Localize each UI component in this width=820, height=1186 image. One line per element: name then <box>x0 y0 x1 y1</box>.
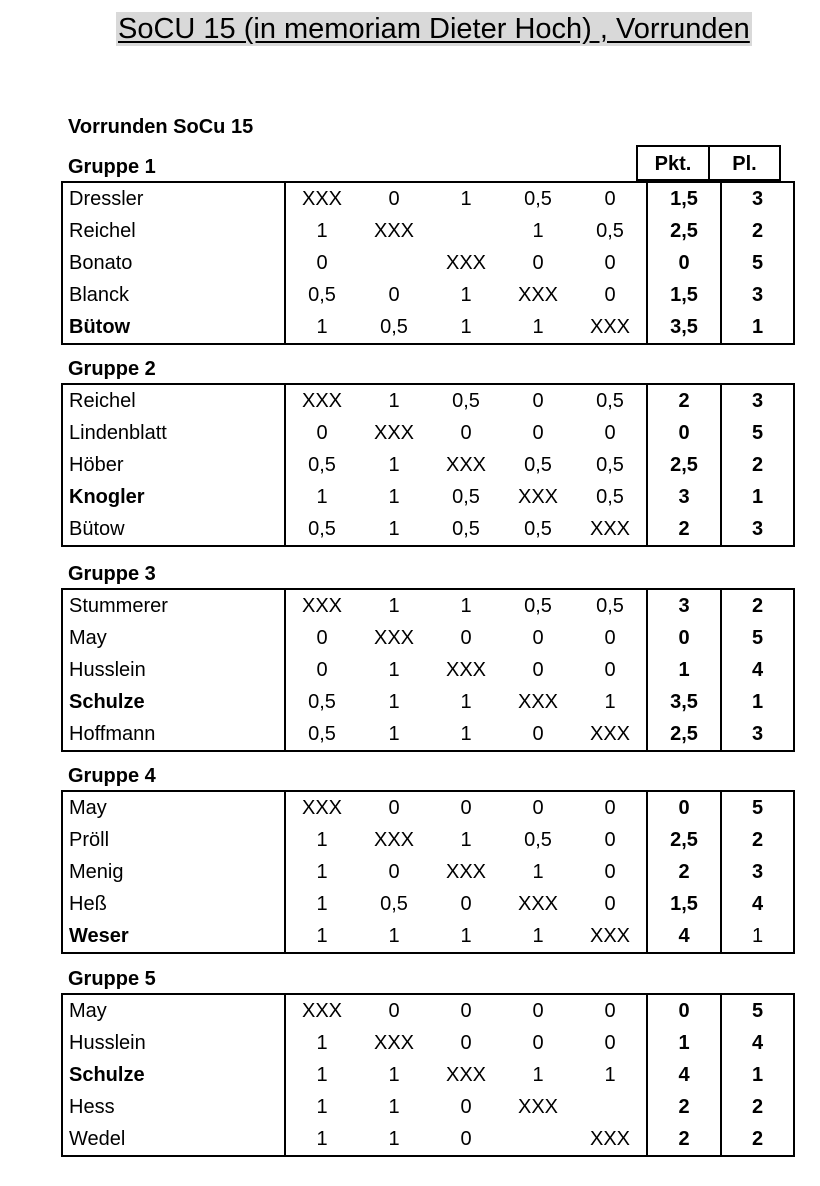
place-cell: 1 <box>721 686 794 718</box>
result-cell: 0 <box>532 422 544 444</box>
result-cell: 0,5 <box>502 513 574 546</box>
points-cell: 2 <box>647 1123 721 1156</box>
player-name: Husslein <box>62 654 285 686</box>
place-cell: 4 <box>721 1027 794 1059</box>
result-cell: XXX <box>285 384 358 417</box>
points-cell: 0 <box>647 622 721 654</box>
points-cell: 0 <box>647 994 721 1027</box>
place-cell: 2 <box>721 1123 794 1156</box>
result-cell: XXX <box>517 284 559 306</box>
table-row <box>62 1091 794 1123</box>
points-cell: 4 <box>647 920 721 953</box>
result-cell: XXX <box>285 994 358 1027</box>
result-cell: 0,5 <box>524 454 552 476</box>
place-cell: 3 <box>721 513 794 546</box>
points-cell: 2 <box>647 384 721 417</box>
result-cell <box>574 1091 647 1123</box>
result-cell: 1 <box>430 589 502 622</box>
place-cell: 5 <box>721 994 794 1027</box>
result-cell: XXX <box>445 861 487 883</box>
table-row <box>62 920 794 953</box>
page-title: SoCU 15 (in memoriam Dieter Hoch) , Vorrunden <box>118 13 750 45</box>
place-cell: 3 <box>721 384 794 417</box>
group-label: Gruppe 5 <box>68 968 156 990</box>
result-cell: 1 <box>316 486 328 508</box>
group-label: Gruppe 2 <box>68 358 156 380</box>
result-cell: XXX <box>373 829 415 851</box>
player-name: Bütow <box>62 513 285 546</box>
player-name: Reichel <box>62 384 285 417</box>
group-label: Gruppe 4 <box>68 765 156 787</box>
result-cell: 1 <box>430 182 502 215</box>
player-name: Blanck <box>62 279 285 311</box>
result-cell: 1 <box>358 718 430 751</box>
result-cell: 0 <box>604 252 616 274</box>
result-cell: 1 <box>604 691 616 713</box>
place-cell: 4 <box>721 888 794 920</box>
place-cell: 5 <box>721 417 794 449</box>
points-cell: 3 <box>647 589 721 622</box>
player-name: Knogler <box>62 481 285 513</box>
table-row <box>62 481 794 513</box>
result-cell: 1 <box>460 691 472 713</box>
group-label: Gruppe 3 <box>68 563 156 585</box>
result-cell: 1 <box>316 893 328 915</box>
table-row <box>62 417 794 449</box>
result-cell: 0 <box>532 659 544 681</box>
result-cell: 0 <box>358 182 430 215</box>
result-cell: 1 <box>316 829 328 851</box>
result-cell: 0 <box>532 1032 544 1054</box>
result-cell: 1 <box>285 311 358 344</box>
player-name: Schulze <box>62 686 285 718</box>
result-cell: 0 <box>502 994 574 1027</box>
result-cell: XXX <box>445 454 487 476</box>
result-cell: 1 <box>388 659 400 681</box>
points-cell: 0 <box>647 791 721 824</box>
result-cell: XXX <box>574 513 647 546</box>
player-name: Wedel <box>62 1123 285 1156</box>
player-name: Stummerer <box>62 589 285 622</box>
points-column-header: Pkt. <box>636 145 710 181</box>
place-cell: 4 <box>721 654 794 686</box>
result-cell: 0,5 <box>285 513 358 546</box>
result-cell: 0 <box>532 627 544 649</box>
result-cell: XXX <box>373 627 415 649</box>
player-name: Weser <box>62 920 285 953</box>
result-cell: 0 <box>316 252 328 274</box>
result-cell: XXX <box>373 220 415 242</box>
points-cell: 0 <box>647 417 721 449</box>
result-cell <box>358 247 430 279</box>
player-name: Husslein <box>62 1027 285 1059</box>
table-row <box>62 182 794 215</box>
result-cell: 0 <box>502 718 574 751</box>
result-cell: 0 <box>358 994 430 1027</box>
result-cell: XXX <box>445 252 487 274</box>
result-cell: 1 <box>388 454 400 476</box>
result-cell: 0 <box>388 284 400 306</box>
group-table <box>61 790 795 954</box>
table-row <box>62 1059 794 1091</box>
result-cell: 0,5 <box>596 486 624 508</box>
place-cell: 3 <box>721 856 794 888</box>
section-title: Vorrunden SoCu 15 <box>68 116 254 138</box>
table-row <box>62 513 794 546</box>
points-cell: 1,5 <box>647 279 721 311</box>
points-cell: 3,5 <box>647 686 721 718</box>
result-cell: 0,5 <box>430 384 502 417</box>
result-cell: XXX <box>517 486 559 508</box>
result-cell: XXX <box>445 1064 487 1086</box>
points-cell: 2 <box>647 856 721 888</box>
table-row <box>62 888 794 920</box>
result-cell: 1 <box>460 284 472 306</box>
result-cell: 0 <box>430 791 502 824</box>
result-cell: 0 <box>460 1096 472 1118</box>
result-cell: 0 <box>316 659 328 681</box>
result-cell: 1 <box>316 220 328 242</box>
player-name: Hoffmann <box>62 718 285 751</box>
table-row <box>62 791 794 824</box>
result-cell: 0,5 <box>596 220 624 242</box>
points-cell: 1 <box>647 654 721 686</box>
player-name: Dressler <box>62 182 285 215</box>
result-cell: 0,5 <box>502 589 574 622</box>
place-cell: 5 <box>721 622 794 654</box>
result-cell: XXX <box>574 1123 647 1156</box>
result-cell: XXX <box>373 1032 415 1054</box>
player-name: Reichel <box>62 215 285 247</box>
result-cell: 1 <box>430 718 502 751</box>
points-cell: 4 <box>647 1059 721 1091</box>
points-cell: 2,5 <box>647 449 721 481</box>
place-cell: 3 <box>721 718 794 751</box>
table-row <box>62 384 794 417</box>
result-cell: 0 <box>460 893 472 915</box>
result-cell: XXX <box>285 791 358 824</box>
result-cell: 1 <box>316 861 328 883</box>
result-cell: XXX <box>373 422 415 444</box>
player-name: Hess <box>62 1091 285 1123</box>
player-name: Bonato <box>62 247 285 279</box>
result-cell: 1 <box>358 1123 430 1156</box>
table-row <box>62 449 794 481</box>
result-cell: 1 <box>285 920 358 953</box>
result-cell: 0,5 <box>308 691 336 713</box>
group-table <box>61 993 795 1157</box>
result-cell: 0 <box>604 284 616 306</box>
player-name: May <box>62 622 285 654</box>
points-cell: 3 <box>647 481 721 513</box>
player-name: Pröll <box>62 824 285 856</box>
result-cell: 1 <box>502 920 574 953</box>
result-cell: 1 <box>430 920 502 953</box>
result-cell: 1 <box>316 1032 328 1054</box>
place-cell: 2 <box>721 589 794 622</box>
result-cell: 0 <box>604 861 616 883</box>
table-row <box>62 1027 794 1059</box>
table-row <box>62 247 794 279</box>
result-cell: 1 <box>358 384 430 417</box>
result-cell: 1 <box>460 829 472 851</box>
place-cell: 3 <box>721 279 794 311</box>
place-cell: 1 <box>721 311 794 344</box>
result-cell: 0 <box>502 791 574 824</box>
result-cell: 0 <box>574 791 647 824</box>
points-cell: 1,5 <box>647 888 721 920</box>
result-cell <box>430 215 502 247</box>
result-cell: 0 <box>460 627 472 649</box>
result-cell: 1 <box>388 1064 400 1086</box>
place-cell: 2 <box>721 824 794 856</box>
result-cell: 1 <box>388 1096 400 1118</box>
result-cell: 0 <box>502 384 574 417</box>
place-cell: 2 <box>721 215 794 247</box>
result-cell: 0 <box>316 422 328 444</box>
result-cell: 0 <box>532 252 544 274</box>
points-cell: 1 <box>647 1027 721 1059</box>
result-cell: 0,5 <box>430 513 502 546</box>
result-cell: 0,5 <box>285 718 358 751</box>
result-cell: 1 <box>388 691 400 713</box>
player-name: Bütow <box>62 311 285 344</box>
result-cell: 0,5 <box>574 384 647 417</box>
player-name: Heß <box>62 888 285 920</box>
result-cell: 0 <box>604 627 616 649</box>
group-table <box>61 181 795 345</box>
result-cell: 1 <box>532 861 544 883</box>
points-cell: 0 <box>647 247 721 279</box>
result-cell <box>502 1123 574 1156</box>
result-cell: 0,5 <box>524 829 552 851</box>
points-cell: 2,5 <box>647 718 721 751</box>
result-cell: XXX <box>517 1096 559 1118</box>
points-cell: 2 <box>647 513 721 546</box>
place-cell: 1 <box>721 1059 794 1091</box>
result-cell: 1 <box>358 589 430 622</box>
result-cell: 0 <box>574 994 647 1027</box>
result-cell: XXX <box>285 589 358 622</box>
result-cell: 1 <box>502 311 574 344</box>
group-label: Gruppe 1 <box>68 156 156 178</box>
place-cell: 2 <box>721 449 794 481</box>
table-row <box>62 856 794 888</box>
result-cell: 0 <box>604 1032 616 1054</box>
result-cell: 1 <box>532 1064 544 1086</box>
result-cell: 0 <box>430 994 502 1027</box>
result-cell: 1 <box>316 1096 328 1118</box>
result-cell: 1 <box>604 1064 616 1086</box>
place-cell: 2 <box>721 1091 794 1123</box>
result-cell: 0,5 <box>502 182 574 215</box>
player-name: Schulze <box>62 1059 285 1091</box>
result-cell: 0 <box>388 861 400 883</box>
player-name: Lindenblatt <box>62 417 285 449</box>
player-name: Höber <box>62 449 285 481</box>
result-cell: 1 <box>532 220 544 242</box>
result-cell: 0 <box>460 422 472 444</box>
result-cell: 1 <box>358 920 430 953</box>
points-cell: 2,5 <box>647 215 721 247</box>
result-cell: XXX <box>285 182 358 215</box>
points-cell: 2,5 <box>647 824 721 856</box>
result-cell: 0,5 <box>380 893 408 915</box>
place-cell: 1 <box>721 920 794 953</box>
result-cell: XXX <box>574 311 647 344</box>
result-cell: XXX <box>517 691 559 713</box>
result-cell: 0 <box>604 422 616 444</box>
table-row <box>62 824 794 856</box>
result-cell: XXX <box>574 718 647 751</box>
result-cell: 0 <box>460 1032 472 1054</box>
result-cell: XXX <box>574 920 647 953</box>
result-cell: 0,5 <box>574 589 647 622</box>
table-row <box>62 622 794 654</box>
player-name: May <box>62 994 285 1027</box>
result-cell: 0 <box>604 829 616 851</box>
place-cell: 3 <box>721 182 794 215</box>
table-row <box>62 279 794 311</box>
result-cell: 0 <box>430 1123 502 1156</box>
result-cell: XXX <box>445 659 487 681</box>
result-cell: 0 <box>604 893 616 915</box>
result-cell: 0,5 <box>596 454 624 476</box>
place-cell: 1 <box>721 481 794 513</box>
place-cell: 5 <box>721 791 794 824</box>
result-cell: 0,5 <box>308 454 336 476</box>
table-row <box>62 654 794 686</box>
result-cell: 0 <box>604 659 616 681</box>
points-cell: 3,5 <box>647 311 721 344</box>
result-cell: 0 <box>574 182 647 215</box>
points-cell: 2 <box>647 1091 721 1123</box>
result-cell: 1 <box>285 1123 358 1156</box>
result-cell: 0,5 <box>308 284 336 306</box>
group-table <box>61 588 795 752</box>
table-row <box>62 994 794 1027</box>
result-cell: 1 <box>430 311 502 344</box>
result-cell: 0,5 <box>358 311 430 344</box>
table-row <box>62 589 794 622</box>
result-cell: 1 <box>358 513 430 546</box>
result-cell: XXX <box>517 893 559 915</box>
player-name: May <box>62 791 285 824</box>
points-cell: 1,5 <box>647 182 721 215</box>
result-cell: 0 <box>316 627 328 649</box>
table-row <box>62 718 794 751</box>
result-cell: 1 <box>316 1064 328 1086</box>
result-cell: 1 <box>388 486 400 508</box>
table-row <box>62 311 794 344</box>
result-cell: 0 <box>358 791 430 824</box>
table-row <box>62 686 794 718</box>
place-cell: 5 <box>721 247 794 279</box>
table-row <box>62 215 794 247</box>
group-table <box>61 383 795 547</box>
place-column-header: Pl. <box>708 145 781 181</box>
table-row <box>62 1123 794 1156</box>
result-cell: 0,5 <box>452 486 480 508</box>
player-name: Menig <box>62 856 285 888</box>
